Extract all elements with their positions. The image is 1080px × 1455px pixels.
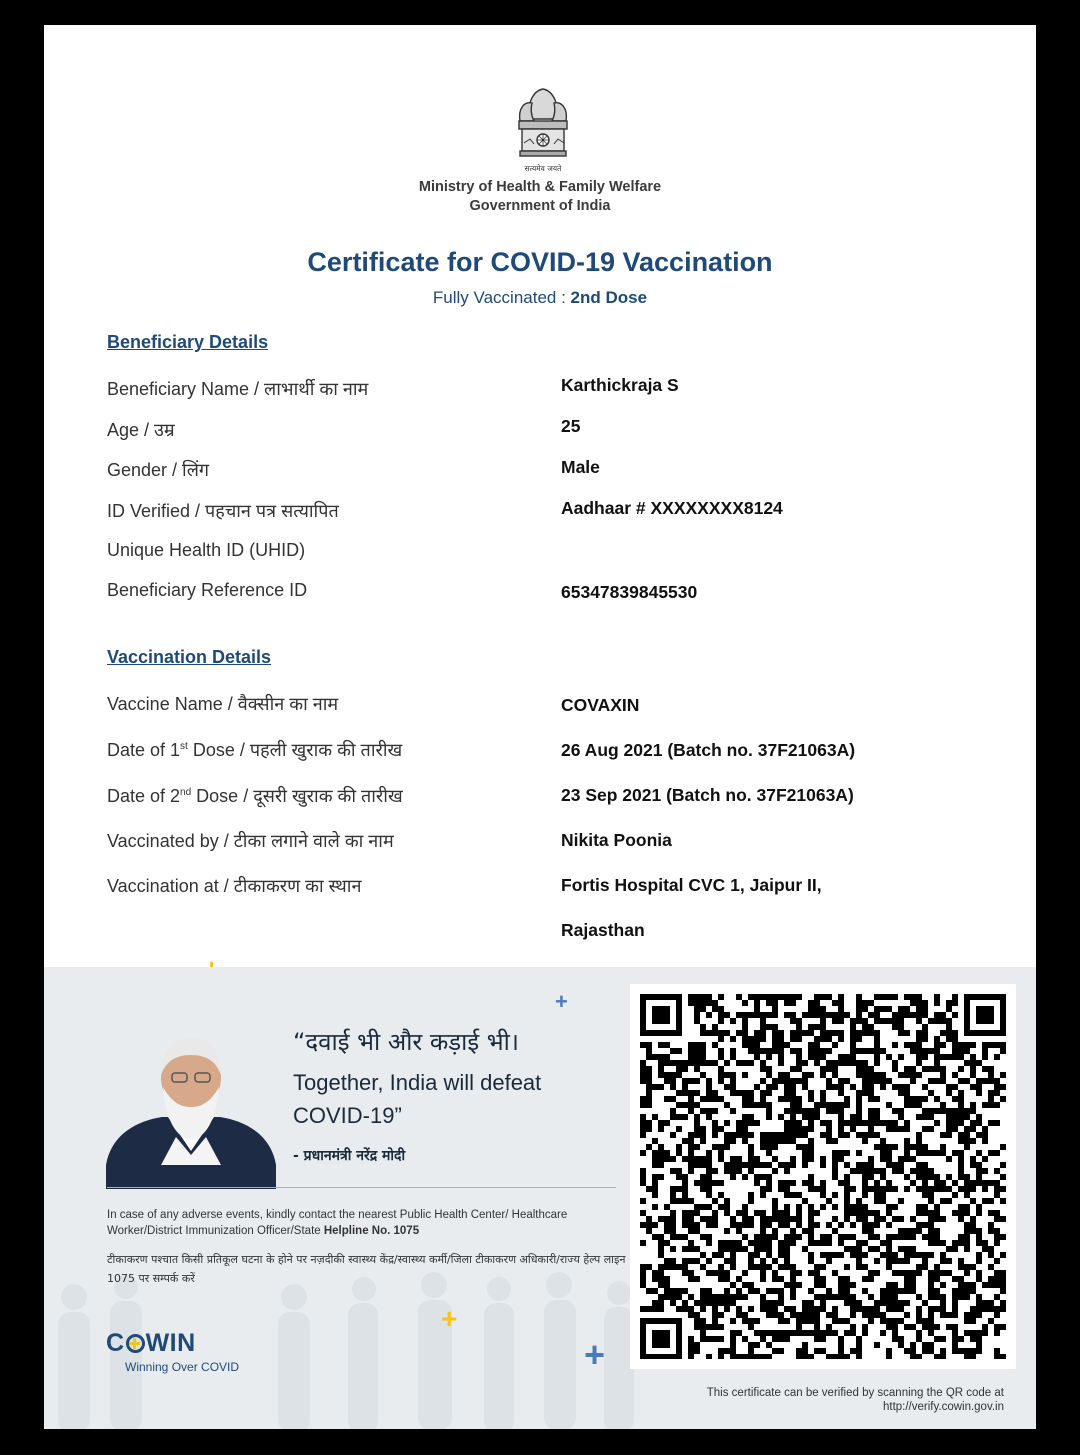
- field-label: Vaccination at / टीकाकरण का स्थान: [107, 876, 362, 896]
- field-label: Age / उम्र: [107, 420, 175, 440]
- cowin-logo: [106, 1329, 196, 1358]
- id-verified-row: [107, 499, 987, 527]
- qr-modules: [640, 994, 1006, 1359]
- government-line: Government of India: [469, 198, 611, 214]
- first-dose-row: [107, 738, 987, 766]
- label-part: Dose / दूसरी खुराक की तारीख: [191, 786, 403, 806]
- qr-code: [630, 984, 1016, 1369]
- notice-text: In case of any adverse events, kindly contact the nearest Public Health Center/ Healthcare Worker/District Immunization Officer/State: [107, 1209, 568, 1237]
- cowin-plus-o-icon: [126, 1334, 145, 1353]
- vaccinated-by-row: [107, 829, 987, 857]
- field-value: Male: [561, 457, 600, 477]
- certificate-title: Certificate for COVID-19 Vaccination: [307, 247, 773, 277]
- field-value-continued: Rajasthan: [561, 920, 645, 940]
- ministry-line: Ministry of Health & Family Welfare: [418, 179, 662, 195]
- ministry-name: [44, 178, 1036, 216]
- verify-text: This certificate can be verified by scanning the QR code at: [706, 1387, 1004, 1399]
- prime-minister-portrait: [106, 1025, 276, 1189]
- field-value: Karthickraja S: [561, 375, 679, 395]
- age-row: [107, 418, 987, 446]
- field-label: Vaccine Name / वैक्सीन का नाम: [107, 694, 339, 714]
- field-label: ID Verified / पहचान पत्र सत्यापित: [107, 501, 339, 521]
- plus-decoration-icon: +: [584, 1334, 606, 1375]
- field-label: Vaccinated by / टीका लगाने वाले का नाम: [107, 831, 394, 851]
- beneficiary-name-row: [107, 377, 987, 405]
- field-value: Nikita Poonia: [561, 830, 672, 850]
- field-label: Beneficiary Reference ID: [107, 580, 308, 600]
- logo-letters: WIN: [145, 1329, 196, 1357]
- field-label: Gender / लिंग: [107, 460, 210, 480]
- field-value: 23 Sep 2021 (Batch no. 37F21063A): [561, 785, 854, 805]
- label-part: Dose / पहली खुराक की तारीख: [187, 740, 403, 760]
- plus-decoration-icon: +: [441, 1303, 458, 1334]
- second-dose-row: [107, 784, 987, 812]
- field-label: [107, 784, 403, 808]
- label-part: Date of 2: [107, 786, 181, 806]
- plus-decoration-icon: +: [555, 989, 568, 1014]
- ordinal-suffix: st: [180, 741, 188, 752]
- footer-divider: [107, 1187, 616, 1188]
- field-value: 65347839845530: [561, 582, 698, 602]
- quote-attribution: - प्रधानमंत्री नरेंद्र मोदी: [293, 1148, 406, 1164]
- certificate-page: [44, 25, 1036, 1429]
- vaccination-status: [44, 288, 1036, 308]
- gender-row: [107, 458, 987, 486]
- footer-panel: [44, 967, 1036, 1429]
- qr-code-icon: [640, 994, 1006, 1359]
- verification-note: [604, 1386, 1004, 1414]
- adverse-event-notice-english: [107, 1207, 627, 1239]
- adverse-event-notice-hindi: टीकाकरण पश्चात किसी प्रतिकूल घटना के होने पर नज़दीकी स्वास्थ्य केंद्र/स्वास्थ्य कर्मी/जिला टीकाकरण अधिकारी/राज्य हेल्प लाइन 1075 पर सम्पर्क करें: [107, 1253, 626, 1285]
- field-label: Beneficiary Name / लाभार्थी का नाम: [107, 379, 369, 399]
- field-label: Unique Health ID (UHID): [107, 540, 306, 560]
- verify-url: http://verify.cowin.gov.in: [882, 1401, 1004, 1413]
- beneficiary-details-heading: Beneficiary Details: [107, 332, 269, 352]
- ordinal-suffix: nd: [180, 787, 192, 798]
- field-value: Aadhaar # XXXXXXXX8124: [561, 498, 783, 518]
- field-value: Fortis Hospital CVC 1, Jaipur II,: [561, 875, 822, 895]
- label-part: Date of 1: [107, 740, 181, 760]
- status-prefix: Fully Vaccinated :: [432, 288, 571, 307]
- field-value: 25: [561, 416, 581, 436]
- quote-english: Together, India will defeat COVID-19”: [293, 1070, 542, 1128]
- vaccination-details-heading: Vaccination Details: [107, 647, 272, 667]
- field-label: [107, 738, 402, 762]
- uhid-row: [107, 540, 987, 568]
- field-value: COVAXIN: [561, 695, 640, 715]
- quote-hindi: “दवाई भी और कड़ाई भी।: [293, 1028, 519, 1056]
- field-value: 26 Aug 2021 (Batch no. 37F21063A): [561, 740, 856, 760]
- vaccination-at-row: [107, 874, 987, 940]
- emblem-motto: सत्यमेव जयते: [524, 164, 562, 173]
- status-dose: 2nd Dose: [570, 288, 648, 307]
- vaccine-name-row: [107, 692, 987, 720]
- logo-letter: C: [106, 1329, 125, 1357]
- helpline-number: Helpline No. 1075: [323, 1225, 420, 1237]
- reference-id-row: [107, 580, 987, 608]
- state-emblem-icon: [510, 81, 576, 177]
- cowin-tagline: Winning Over COVID: [125, 1360, 240, 1374]
